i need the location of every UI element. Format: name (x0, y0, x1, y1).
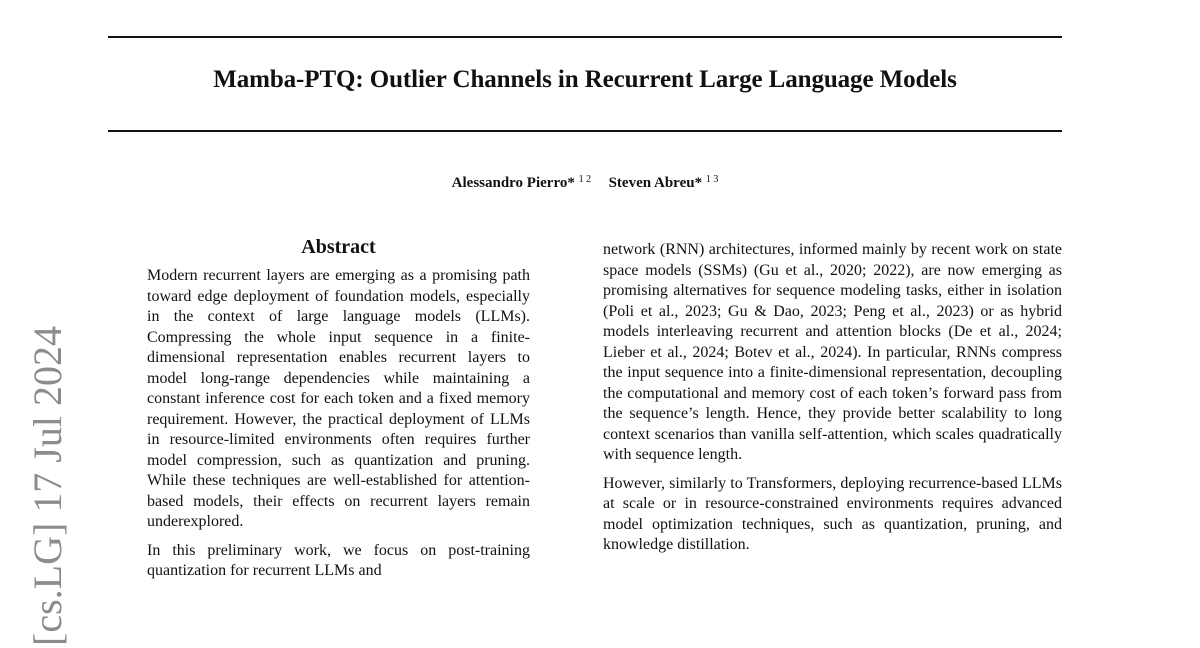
abstract-paragraph: Modern recurrent layers are emerging as a promising path toward edge deployment of foundation models, especially in the context of large language models (LLMs). Compressing the whole input sequence in a finite-dimensional representation enables recurrent layers to model long-range dependencies while maintaining a constant inference cost for each token and a fixed memory requirement. However, the practical deployment of LLMs in resource-limited environments often requires further model compression, such as quantization and pruning. While these techniques are well-established for attention-based models, their effects on recurrent layers remain underexplored. (147, 267, 530, 530)
body-paragraph: However, similarly to Transformers, deploying recurrence-based LLMs at scale or in resource-constrained environments requires advanced model optimization techniques, such as quantization, pruning, and knowledge distillation. (603, 474, 1062, 553)
body-paragraph: network (RNN) architectures, informed mainly by recent work on state space models (SSMs) (Gu et al., 2020; 2022), are now emerging as promising alternatives for sequence modeling tasks, either in isolation (Poli et al., 2023; Gu & Dao, 2023; Peng et al., 2023) or as hybrid models interleaving recurrent and attention blocks (De et al., 2024; Lieber et al., 2024; Botev et al., 2024). In particular, RNNs compress the input sequence into a finite-dimensional representation, decoupling the computational and memory cost of each token’s forward pass from the sequence’s length. Hence, they provide better scalability to long context scenarios than vanilla self-attention, which scales quadratically with sequence length. (603, 241, 1062, 463)
author-list (108, 174, 1062, 192)
top-rule (108, 36, 1062, 38)
author-name: Steven Abreu* (608, 175, 703, 191)
author-name: Alessandro Pierro* (451, 175, 575, 191)
abstract-paragraph: In this preliminary work, we focus on post-training quantization for recurrent LLMs and (147, 541, 530, 579)
left-column (147, 234, 530, 590)
arxiv-side-stamp: [cs.LG] 17 Jul 2024 (25, 326, 70, 646)
paper-title: Mamba-PTQ: Outlier Channels in Recurrent Large Language Models (213, 66, 957, 93)
right-column (603, 240, 1062, 564)
author-affiliation: 1 3 (705, 174, 719, 185)
bottom-rule (108, 130, 1062, 132)
author-affiliation: 1 2 (578, 174, 592, 185)
abstract-heading: Abstract (301, 236, 376, 258)
